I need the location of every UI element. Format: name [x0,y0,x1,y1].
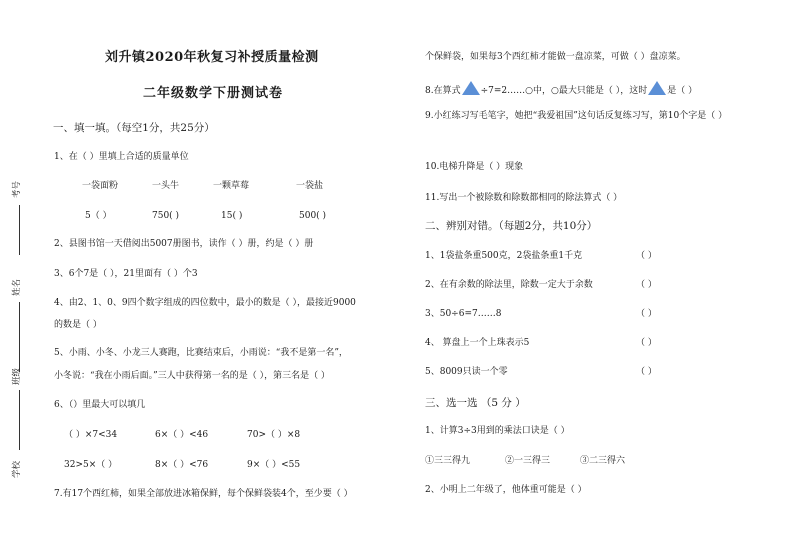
judge-3-paren: （ ） [636,309,657,319]
question-7: 7.有17个西红柿，如果全部放进冰箱保鲜，每个保鲜袋装4个，至少要（ ） [54,489,353,499]
question-3: 3、6个7是（ ），21里面有（ ）个3 [54,269,198,279]
choice-1-option-b: ②一三得三 [505,456,551,466]
q8-text-a: 8.在算式 [425,86,461,96]
sidebar-xingming-label: 姓名 [12,278,22,296]
q1-blank-flour: 5（ ） [85,211,112,221]
sidebar-xuexiao-label: 学校 [12,460,22,478]
sidebar-line [19,302,20,372]
question-2: 2、县图书馆一天借阅出5007册图书，读作（ ）册，约是（ ）册 [54,239,314,249]
judge-5-paren: （ ） [636,367,657,377]
q1-item-flour: 一袋面粉 [82,181,119,191]
question-4-line-2: 的数是（ ） [54,320,102,330]
choice-1-option-a: ①三三得九 [425,456,471,466]
sidebar-kaohao-label: 考号 [12,180,22,198]
exam-title: 刘升镇2020年秋复习补授质量检测 [105,50,319,65]
question-8 [425,81,697,97]
question-11: 11.写出一个被除数和除数都相同的除法算式（ ） [425,193,623,203]
q1-item-cow: 一头牛 [152,181,180,191]
q1-item-salt: 一袋盐 [296,181,324,191]
judge-1: 1、1袋盐条重500克，2袋盐条重1千克 [425,251,583,261]
q6-item-c2: 9×（ ）<55 [247,460,301,470]
question-9: 9.小红练习写毛笔字，她把“我爱祖国”这句话反复练习写，第10个字是（ ） [425,111,728,121]
q1-item-strawberry: 一颗草莓 [213,181,250,191]
sidebar-banji-label: 班级 [12,367,22,385]
judge-3: 3、50÷6=7……8 [425,309,502,319]
choice-1: 1、计算3÷3用到的乘法口诀是（ ） [425,426,570,436]
triangle-icon [462,81,480,95]
sidebar-line [19,205,20,255]
q6-item-a2: 32>5×（ ） [64,460,118,470]
choice-2: 2、小明上二年级了，他体重可能是（ ） [425,485,587,495]
section-1-heading: 一、填一填。（每空1分，共25分） [53,122,215,134]
judge-5: 5、8009只读一个零 [425,367,508,377]
q8-text-b: ÷7=2……○中，○最大只能是（ ），这时 [480,86,648,96]
triangle-icon [648,81,666,95]
q1-blank-cow: 750( ) [152,211,180,221]
section-3-heading: 三、选一选 （5 分 ） [425,397,526,409]
q6-item-b1: 6×（ ）<46 [155,430,209,440]
judge-4: 4、 算盘上一个上珠表示5 [425,338,530,348]
question-6: 6、（）里最大可以填几 [54,400,146,410]
judge-2-paren: （ ） [636,280,657,290]
question-7-continued: 个保鲜袋，如果每3个西红柿才能做一盘凉菜，可做（ ）盘凉菜。 [425,52,686,62]
judge-1-paren: （ ） [636,251,657,261]
judge-2: 2、在有余数的除法里，除数一定大于余数 [425,280,593,290]
question-4-line-1: 4、由2、1、0、9四个数字组成的四位数中，最小的数是（ ），最接近9000 [54,298,356,308]
question-1: 1、在（ ）里填上合适的质量单位 [54,152,189,162]
sidebar-line [19,390,20,450]
q6-item-c1: 70>（ ）×8 [247,430,301,440]
q8-text-c: 是（ ） [667,86,698,96]
q6-item-a1: （ ）×7<34 [64,430,118,440]
choice-1-option-c: ③二三得六 [580,456,626,466]
exam-subtitle: 二年级数学下册测试卷 [143,86,284,101]
section-2-heading: 二、辨别对错。（每题2分，共10分） [425,220,598,232]
judge-4-paren: （ ） [636,338,657,348]
q1-blank-strawberry: 15( ) [221,211,243,221]
question-5-line-1: 5、小雨、小冬、小龙三人赛跑，比赛结束后，小雨说：“我不是第一名”， [54,348,348,358]
question-5-line-2: 小冬说：“我在小雨后面。”三人中获得第一名的是（ ），第三名是（ ） [54,371,330,381]
q1-blank-salt: 500( ) [299,211,327,221]
question-10: 10.电梯升降是（ ）现象 [425,162,524,172]
q6-item-b2: 8×（ ）<76 [155,460,209,470]
